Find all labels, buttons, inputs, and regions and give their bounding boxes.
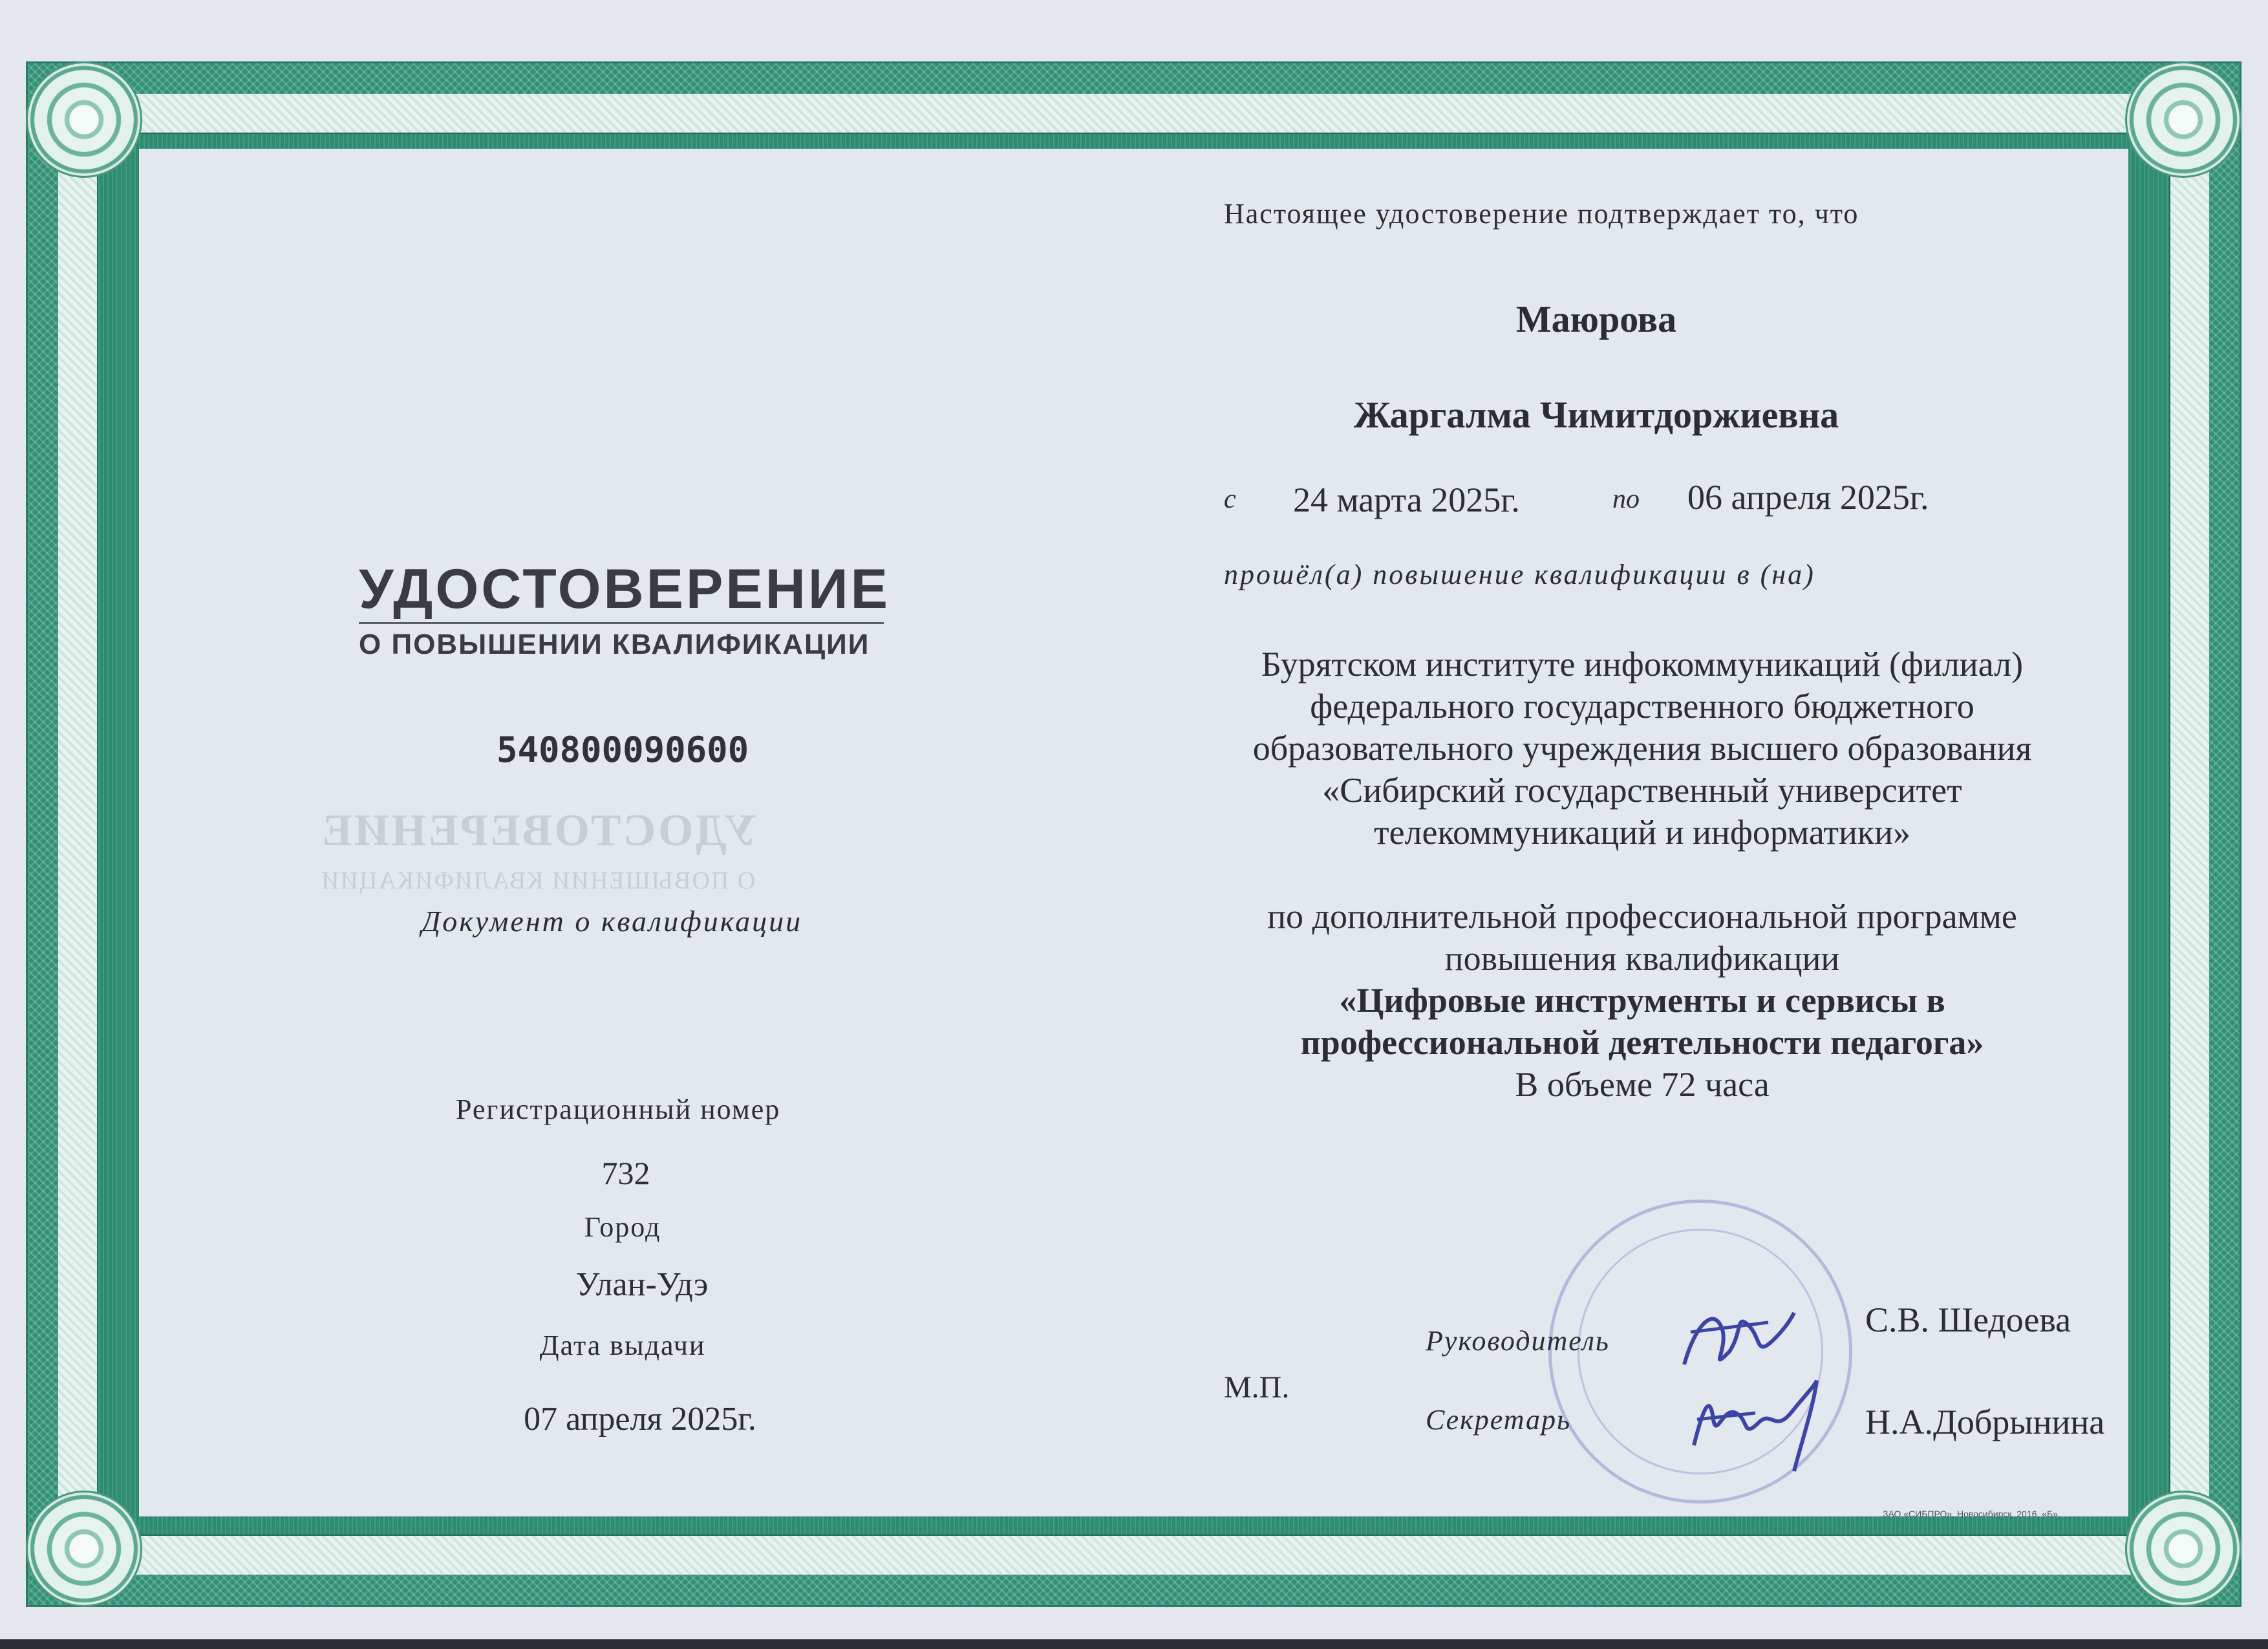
- printer-line: ЗАО «СИБПРО», Новосибирск, 2016, «Б».: [1883, 1509, 2060, 1519]
- serial-number: 540800090600: [497, 729, 749, 770]
- corner-rosette-icon: [2125, 61, 2241, 178]
- secretary-label: Секретарь: [1426, 1404, 1572, 1436]
- title-underline: [359, 622, 884, 624]
- corner-rosette-icon: [26, 61, 142, 178]
- passed-text: прошёл(а) повышение квалификации в (на): [1224, 559, 1815, 590]
- secretary-name: Н.А.Добрынина: [1865, 1403, 2105, 1441]
- show-through-title: УДОСТОВЕРЕНИЕ: [320, 806, 757, 856]
- to-label: по: [1612, 484, 1640, 514]
- certificate-subtitle: О ПОВЫШЕНИИ КВАЛИФИКАЦИИ: [359, 629, 870, 660]
- program-intro-line: по дополнительной профессиональной программе: [1267, 897, 2017, 936]
- issue-date-label: Дата выдачи: [539, 1330, 706, 1361]
- institution-block: [1177, 643, 2108, 854]
- issue-date: 07 апреля 2025г.: [524, 1401, 756, 1438]
- to-date: 06 апреля 2025г.: [1687, 478, 1929, 517]
- surname: Маюрова: [1515, 298, 1677, 340]
- reg-number: 732: [601, 1155, 650, 1191]
- given-names: Жаргалма Чимитдоржиевна: [1353, 394, 1839, 436]
- certificate-title: УДОСТОВЕРЕНИЕ: [359, 558, 891, 620]
- show-through-subtitle: О ПОВЫШЕНИИ КВАЛИФИКАЦИИ: [320, 867, 756, 894]
- from-date: 24 марта 2025г.: [1293, 480, 1520, 519]
- from-label: с: [1224, 484, 1236, 514]
- institution-line: «Сибирский государственный университет: [1322, 771, 1962, 810]
- reg-number-label: Регистрационный номер: [456, 1094, 781, 1125]
- program-volume: В объеме 72 часа: [1515, 1065, 1770, 1104]
- scan-edge: [0, 1639, 2268, 1649]
- head-name: С.В. Шедоева: [1865, 1300, 2071, 1339]
- corner-rosette-icon: [26, 1491, 142, 1607]
- program-block: [1177, 896, 2108, 1106]
- intro-text: Настоящее удостоверение подтверждает то, что: [1224, 198, 1859, 230]
- institution-line: образовательного учреждения высшего образования: [1252, 729, 2032, 768]
- city-label: Город: [584, 1211, 661, 1243]
- program-title-line: «Цифровые инструменты и сервисы в: [1339, 981, 1945, 1020]
- institution-line: Бурятском институте инфокоммуникаций (филиал): [1261, 645, 2024, 684]
- city: Улан-Удэ: [575, 1266, 709, 1303]
- stamp-place: М.П.: [1224, 1370, 1290, 1405]
- corner-rosette-icon: [2125, 1491, 2241, 1607]
- institution-line: телекоммуникаций и информатики»: [1373, 813, 1911, 852]
- head-label: Руководитель: [1426, 1325, 1610, 1357]
- institution-line: федерального государственного бюджетного: [1310, 687, 1974, 726]
- secretary-signature-icon: [1684, 1368, 1833, 1478]
- program-title-line: профессиональной деятельности педагога»: [1300, 1023, 1984, 1062]
- document-type: Документ о квалификации: [422, 905, 803, 938]
- program-intro-line: повышения квалификации: [1444, 939, 1840, 978]
